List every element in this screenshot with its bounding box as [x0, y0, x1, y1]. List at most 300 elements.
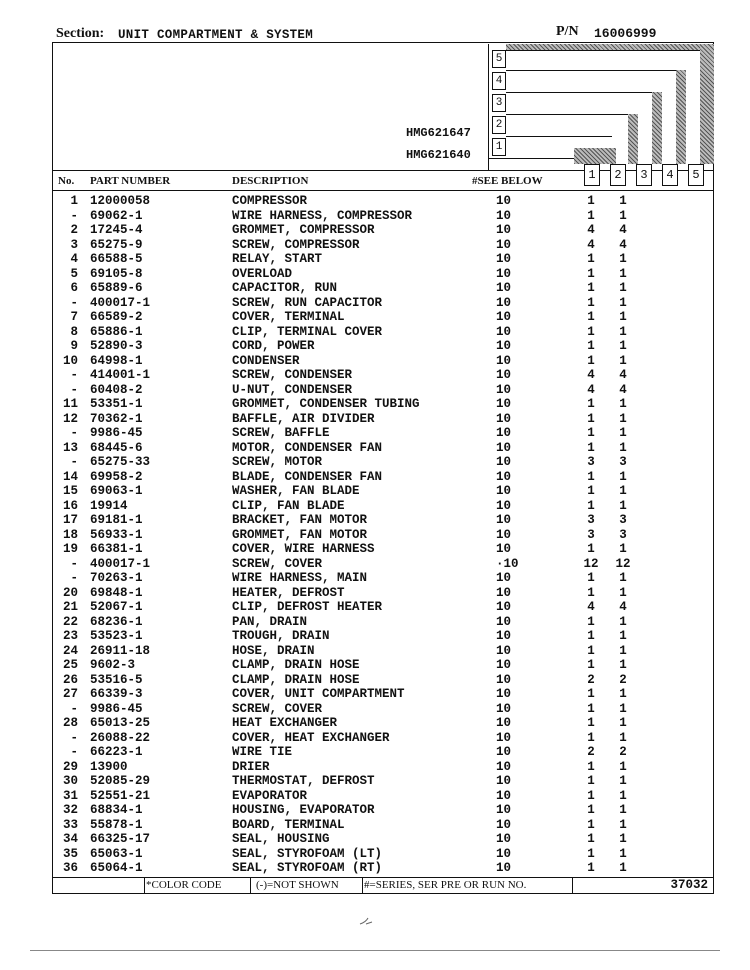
part-number: 65063-1 [90, 846, 143, 861]
column-header-part-number: PART NUMBER [90, 175, 171, 187]
description: CLAMP, DRAIN HOSE [232, 658, 360, 672]
item-number: 23 [62, 629, 78, 643]
quantity-model-1: 1 [587, 643, 595, 658]
quantity-model-1: 1 [587, 571, 595, 585]
item-number: 14 [62, 469, 78, 484]
item-number: - [70, 730, 78, 745]
part-number: 12000058 [90, 194, 151, 208]
series-code: 10 [496, 208, 512, 223]
series-code: 10 [496, 281, 512, 295]
series-code: 10 [496, 513, 512, 527]
quantity-model-1: 1 [587, 426, 595, 440]
part-number: 64998-1 [90, 353, 143, 368]
table-row [0, 731, 750, 746]
item-number: 35 [62, 846, 78, 861]
table-row [0, 426, 750, 441]
model-column-3: 3 [636, 164, 652, 186]
series-code: 10 [496, 310, 512, 324]
quantity-model-2: 1 [619, 208, 627, 223]
series-code: 10 [496, 817, 512, 832]
series-code: 10 [496, 846, 512, 861]
table-row [0, 571, 750, 586]
column-header-description: DESCRIPTION [232, 175, 309, 187]
quantity-model-1: 4 [587, 600, 595, 614]
part-number: 69105-8 [90, 266, 143, 281]
quantity-model-2: 2 [619, 745, 627, 759]
shade-col5 [700, 44, 714, 164]
footer-color-code: *COLOR CODE [146, 879, 222, 891]
part-number: 9602-3 [90, 658, 136, 672]
part-number: 65275-9 [90, 237, 143, 252]
quantity-model-1: 1 [587, 498, 595, 513]
quantity-model-2: 1 [619, 571, 627, 585]
step-box-4: 4 [492, 72, 506, 90]
step-line-2 [506, 114, 628, 115]
quantity-model-1: 1 [587, 440, 595, 455]
description: BAFFLE, AIR DIVIDER [232, 411, 375, 426]
quantity-model-2: 4 [619, 600, 627, 614]
quantity-model-1: 1 [587, 542, 595, 556]
table-row [0, 615, 750, 630]
description: EVAPORATOR [232, 788, 308, 803]
item-number: 11 [62, 397, 78, 411]
quantity-model-2: 1 [619, 832, 627, 846]
series-code: 10 [496, 803, 512, 817]
table-row [0, 658, 750, 673]
description: COVER, HEAT EXCHANGER [232, 730, 390, 745]
series-code: ·10 [496, 556, 519, 571]
quantity-model-2: 1 [619, 310, 627, 324]
description: CLIP, FAN BLADE [232, 498, 345, 513]
quantity-model-2: 1 [619, 658, 627, 672]
table-row [0, 499, 750, 514]
description: SEAL, HOUSING [232, 832, 330, 846]
page-bottom-rule [30, 950, 720, 951]
item-number: 31 [62, 788, 78, 803]
part-number: 69063-1 [90, 484, 143, 498]
quantity-model-1: 4 [587, 223, 595, 237]
item-number: 30 [62, 774, 78, 788]
series-code: 10 [496, 701, 512, 716]
model-column-1: 1 [584, 164, 600, 186]
item-number: 13 [62, 440, 78, 455]
item-number: 36 [62, 861, 78, 875]
description: HEATER, DEFROST [232, 585, 345, 600]
section-title: UNIT COMPARTMENT & SYSTEM [118, 28, 314, 42]
section-label: Section: [56, 26, 105, 41]
part-number: 68445-6 [90, 440, 143, 455]
step-line-left [488, 44, 489, 170]
quantity-model-1: 1 [587, 295, 595, 310]
description: BOARD, TERMINAL [232, 817, 345, 832]
step-line-base [488, 158, 574, 159]
description: WIRE HARNESS, COMPRESSOR [232, 208, 413, 223]
item-number: 8 [70, 324, 78, 339]
quantity-model-2: 1 [619, 339, 627, 353]
part-number: 26911-18 [90, 643, 151, 658]
part-number: 400017-1 [90, 556, 151, 571]
footer-sep-4 [572, 877, 573, 894]
part-number: 52067-1 [90, 600, 143, 614]
item-number: 21 [62, 600, 78, 614]
quantity-model-1: 2 [587, 672, 595, 687]
part-number: 55878-1 [90, 817, 143, 832]
quantity-model-2: 1 [619, 643, 627, 658]
quantity-model-2: 1 [619, 803, 627, 817]
series-code: 10 [496, 716, 512, 730]
item-number: 6 [70, 281, 78, 295]
quantity-model-2: 1 [619, 788, 627, 803]
quantity-model-2: 1 [619, 252, 627, 266]
quantity-model-2: 1 [619, 730, 627, 745]
quantity-model-1: 4 [587, 237, 595, 252]
table-row [0, 702, 750, 717]
pen-mark [356, 912, 376, 928]
quantity-model-2: 1 [619, 266, 627, 281]
item-number: 24 [62, 643, 78, 658]
quantity-model-2: 1 [619, 585, 627, 600]
step-box-3: 3 [492, 94, 506, 112]
quantity-model-2: 1 [619, 440, 627, 455]
model-number-2: HMG621647 [406, 126, 471, 140]
part-number: 52085-29 [90, 774, 151, 788]
description: SEAL, STYROFOAM (RT) [232, 861, 383, 875]
table-row [0, 383, 750, 398]
description: GROMMET, COMPRESSOR [232, 223, 375, 237]
table-row [0, 238, 750, 253]
step-box-5: 5 [492, 50, 506, 68]
table-row [0, 484, 750, 499]
footer-sep-1 [144, 877, 145, 894]
item-number: - [70, 368, 78, 382]
quantity-model-1: 1 [587, 339, 595, 353]
part-number: 414001-1 [90, 368, 151, 382]
item-number: - [70, 426, 78, 440]
series-code: 10 [496, 672, 512, 687]
quantity-model-2: 1 [619, 759, 627, 774]
quantity-model-1: 1 [587, 861, 595, 875]
quantity-model-2: 1 [619, 687, 627, 701]
quantity-model-2: 3 [619, 527, 627, 542]
quantity-model-1: 4 [587, 368, 595, 382]
description: SCREW, COVER [232, 556, 323, 571]
item-number: 20 [62, 585, 78, 600]
table-row [0, 339, 750, 354]
part-number-label: P/N [556, 24, 579, 39]
series-code: 10 [496, 397, 512, 411]
quantity-model-1: 1 [587, 774, 595, 788]
table-row [0, 441, 750, 456]
part-number: 9986-45 [90, 701, 143, 716]
quantity-model-1: 1 [587, 310, 595, 324]
table-row [0, 513, 750, 528]
item-number: 33 [62, 817, 78, 832]
part-number: 70362-1 [90, 411, 143, 426]
quantity-model-1: 1 [587, 469, 595, 484]
quantity-model-2: 1 [619, 542, 627, 556]
description: BRACKET, FAN MOTOR [232, 513, 368, 527]
description: COVER, WIRE HARNESS [232, 542, 375, 556]
description: CLIP, TERMINAL COVER [232, 324, 383, 339]
quantity-model-1: 1 [587, 585, 595, 600]
series-code: 10 [496, 455, 512, 469]
quantity-model-2: 1 [619, 484, 627, 498]
quantity-model-2: 1 [619, 281, 627, 295]
footer-series-note: #=SERIES, SER PRE OR RUN NO. [364, 879, 527, 891]
quantity-model-1: 1 [587, 614, 595, 629]
item-number: 4 [70, 252, 78, 266]
item-number: - [70, 701, 78, 716]
shade-col2 [628, 114, 638, 164]
quantity-model-2: 1 [619, 629, 627, 643]
table-row [0, 861, 750, 876]
document-number: 37032 [670, 878, 708, 892]
series-code: 10 [496, 527, 512, 542]
quantity-model-1: 12 [583, 556, 599, 571]
series-code: 10 [496, 614, 512, 629]
table-row [0, 412, 750, 427]
series-code: 10 [496, 295, 512, 310]
quantity-model-2: 1 [619, 353, 627, 368]
series-code: 10 [496, 469, 512, 484]
series-code: 10 [496, 426, 512, 440]
step-box-1: 1 [492, 138, 506, 156]
column-header-divider [52, 190, 714, 191]
description: HOSE, DRAIN [232, 643, 315, 658]
description: WIRE HARNESS, MAIN [232, 571, 368, 585]
part-number: 13900 [90, 759, 128, 774]
step-line-3 [506, 92, 652, 93]
table-row [0, 223, 750, 238]
table-row [0, 281, 750, 296]
part-number: 9986-45 [90, 426, 143, 440]
model-column-5: 5 [688, 164, 704, 186]
quantity-model-2: 1 [619, 426, 627, 440]
table-row [0, 818, 750, 833]
table-row [0, 194, 750, 209]
footer-divider [52, 877, 714, 878]
item-number: 28 [62, 716, 78, 730]
table-row [0, 847, 750, 862]
series-code: 10 [496, 353, 512, 368]
series-code: 10 [496, 194, 512, 208]
quantity-model-2: 1 [619, 411, 627, 426]
quantity-model-1: 1 [587, 687, 595, 701]
description: U-NUT, CONDENSER [232, 382, 353, 397]
series-code: 10 [496, 745, 512, 759]
item-number: - [70, 382, 78, 397]
part-number: 68834-1 [90, 803, 143, 817]
part-number: 66223-1 [90, 745, 143, 759]
table-row [0, 716, 750, 731]
quantity-model-1: 1 [587, 484, 595, 498]
item-number: 26 [62, 672, 78, 687]
item-number: - [70, 571, 78, 585]
series-code: 10 [496, 223, 512, 237]
description: CONDENSER [232, 353, 300, 368]
quantity-model-1: 1 [587, 252, 595, 266]
quantity-model-1: 1 [587, 397, 595, 411]
table-row [0, 557, 750, 572]
description: COMPRESSOR [232, 194, 308, 208]
description: SCREW, CONDENSER [232, 368, 353, 382]
description: COVER, TERMINAL [232, 310, 345, 324]
item-number: 5 [70, 266, 78, 281]
description: SCREW, COVER [232, 701, 323, 716]
item-number: 7 [70, 310, 78, 324]
quantity-model-2: 1 [619, 861, 627, 875]
quantity-model-1: 1 [587, 730, 595, 745]
table-row [0, 600, 750, 615]
part-number: 69181-1 [90, 513, 143, 527]
description: SEAL, STYROFOAM (LT) [232, 846, 383, 861]
series-code: 10 [496, 498, 512, 513]
table-row [0, 368, 750, 383]
series-code: 10 [496, 237, 512, 252]
description: CORD, POWER [232, 339, 315, 353]
quantity-model-1: 1 [587, 208, 595, 223]
part-number: 400017-1 [90, 295, 151, 310]
item-number: 15 [62, 484, 78, 498]
step-line-4 [506, 70, 676, 71]
description: WASHER, FAN BLADE [232, 484, 360, 498]
description: DRIER [232, 759, 270, 774]
item-number: - [70, 295, 78, 310]
quantity-model-1: 1 [587, 803, 595, 817]
step-box-2: 2 [492, 116, 506, 134]
table-row [0, 586, 750, 601]
series-code: 10 [496, 730, 512, 745]
quantity-model-1: 1 [587, 281, 595, 295]
series-code: 10 [496, 861, 512, 875]
table-row [0, 789, 750, 804]
description: MOTOR, CONDENSER FAN [232, 440, 383, 455]
description: SCREW, MOTOR [232, 455, 323, 469]
footer-not-shown: (-)=NOT SHOWN [256, 879, 339, 891]
part-number: 69062-1 [90, 208, 143, 223]
item-number: 17 [62, 513, 78, 527]
part-number-value: 16006999 [594, 26, 657, 41]
table-row [0, 310, 750, 325]
table-row [0, 397, 750, 412]
series-code: 10 [496, 788, 512, 803]
description: GROMMET, CONDENSER TUBING [232, 397, 420, 411]
series-code: 10 [496, 252, 512, 266]
quantity-model-1: 1 [587, 194, 595, 208]
series-code: 10 [496, 774, 512, 788]
series-code: 10 [496, 629, 512, 643]
quantity-model-2: 1 [619, 846, 627, 861]
table-row [0, 455, 750, 470]
part-number: 69958-2 [90, 469, 143, 484]
part-number: 66589-2 [90, 310, 143, 324]
table-row [0, 745, 750, 760]
quantity-model-1: 3 [587, 513, 595, 527]
table-row [0, 760, 750, 775]
item-number: 25 [62, 658, 78, 672]
column-header-see-below: #SEE BELOW [472, 175, 543, 187]
part-number: 56933-1 [90, 527, 143, 542]
part-number: 66325-17 [90, 832, 151, 846]
table-row [0, 774, 750, 789]
description: HEAT EXCHANGER [232, 716, 338, 730]
part-number: 52551-21 [90, 788, 151, 803]
description: SCREW, COMPRESSOR [232, 237, 360, 252]
quantity-model-1: 2 [587, 745, 595, 759]
quantity-model-2: 1 [619, 194, 627, 208]
column-header-no: No. [58, 175, 75, 187]
quantity-model-1: 3 [587, 527, 595, 542]
series-code: 10 [496, 484, 512, 498]
quantity-model-1: 1 [587, 817, 595, 832]
description: CAPACITOR, RUN [232, 281, 338, 295]
item-number: - [70, 556, 78, 571]
quantity-model-2: 12 [615, 556, 631, 571]
quantity-model-2: 3 [619, 455, 627, 469]
item-number: 27 [62, 687, 78, 701]
quantity-model-2: 4 [619, 382, 627, 397]
table-row [0, 252, 750, 267]
quantity-model-1: 1 [587, 846, 595, 861]
description: PAN, DRAIN [232, 614, 308, 629]
description: SCREW, BAFFLE [232, 426, 330, 440]
item-number: 16 [62, 498, 78, 513]
part-number: 26088-22 [90, 730, 151, 745]
series-code: 10 [496, 368, 512, 382]
table-row [0, 832, 750, 847]
table-row [0, 209, 750, 224]
quantity-model-1: 4 [587, 382, 595, 397]
series-code: 10 [496, 440, 512, 455]
series-code: 10 [496, 382, 512, 397]
part-number: 53351-1 [90, 397, 143, 411]
part-number: 68236-1 [90, 614, 143, 629]
description: HOUSING, EVAPORATOR [232, 803, 375, 817]
item-number: 9 [70, 339, 78, 353]
table-row [0, 267, 750, 282]
quantity-model-2: 1 [619, 397, 627, 411]
description: OVERLOAD [232, 266, 293, 281]
part-number: 17245-4 [90, 223, 143, 237]
quantity-model-1: 1 [587, 266, 595, 281]
model-number-1: HMG621640 [406, 148, 471, 162]
item-number: - [70, 208, 78, 223]
series-code: 10 [496, 687, 512, 701]
quantity-model-1: 1 [587, 701, 595, 716]
description: BLADE, CONDENSER FAN [232, 469, 383, 484]
quantity-model-1: 1 [587, 788, 595, 803]
part-number: 52890-3 [90, 339, 143, 353]
part-number: 65275-33 [90, 455, 151, 469]
table-row [0, 542, 750, 557]
table-row [0, 687, 750, 702]
footer-sep-3 [362, 877, 363, 894]
quantity-model-1: 1 [587, 716, 595, 730]
item-number: 2 [70, 223, 78, 237]
part-number: 66339-3 [90, 687, 143, 701]
quantity-model-2: 4 [619, 368, 627, 382]
item-number: 18 [62, 527, 78, 542]
part-number: 65889-6 [90, 281, 143, 295]
part-number: 65886-1 [90, 324, 143, 339]
item-number: 12 [62, 411, 78, 426]
quantity-model-1: 1 [587, 759, 595, 774]
quantity-model-2: 1 [619, 324, 627, 339]
series-code: 10 [496, 643, 512, 658]
table-row [0, 629, 750, 644]
quantity-model-2: 1 [619, 701, 627, 716]
series-code: 10 [496, 658, 512, 672]
